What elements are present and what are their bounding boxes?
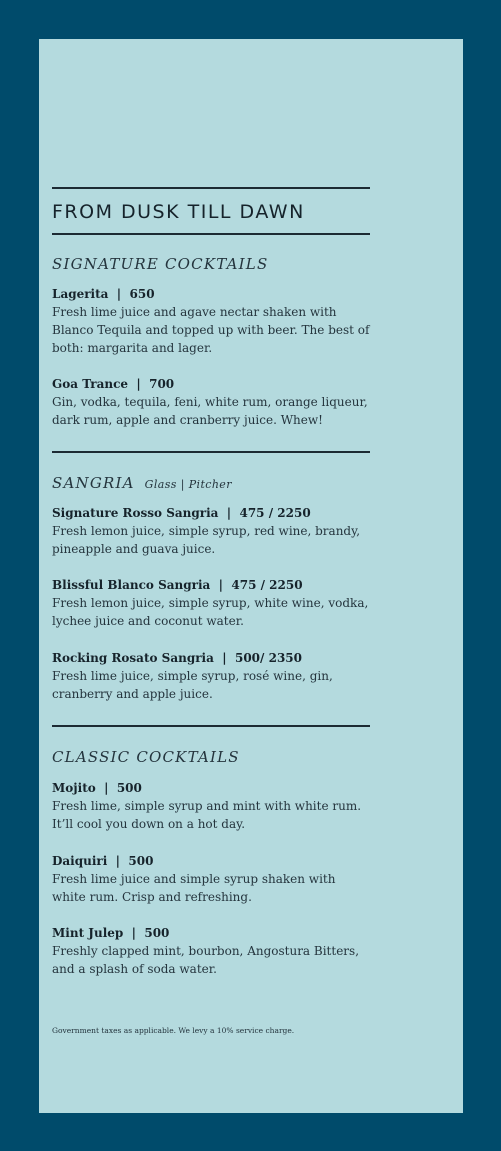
menu-item [52,779,370,833]
item-name: Goa Trance [52,377,129,391]
section-heading-signature [52,255,268,273]
item-price: 500 [116,781,142,795]
item-price: 475 / 2250 [231,578,303,592]
section-heading-text: SANGRIA [52,474,135,492]
menu-item [52,576,370,630]
menu-title: FROM DUSK TILL DAWN [52,201,305,223]
section-divider [52,451,370,453]
menu-item [52,285,370,357]
item-description: Fresh lime juice and agave nectar shaken with Blanco Tequila and topped up with beer. The best of both: margarita and lager. [52,305,370,355]
item-description: Gin, vodka, tequila, feni, white rum, orange liqueur, dark rum, apple and cranberry juice. Whew! [52,395,368,427]
item-name-line: Daiquiri | 500 [52,854,154,868]
item-name-line: Mojito | 500 [52,781,142,795]
title-top-rule [52,187,370,189]
menu-item [52,504,370,558]
section-heading-text: CLASSIC COCKTAILS [52,748,240,766]
menu-item [52,375,370,429]
item-price: 500 [128,854,154,868]
item-price: 700 [149,377,175,391]
item-description: Fresh lemon juice, simple syrup, red wine, brandy, pineapple and guava juice. [52,524,361,556]
section-divider [52,725,370,727]
footer-note: Government taxes as applicable. We levy a 10% service charge. [52,1026,295,1035]
item-description: Freshly clapped mint, bourbon, Angostura Bitters, and a splash of soda water. [52,944,360,976]
item-name-line: Rocking Rosato Sangria | 500/ 2350 [52,651,302,665]
section-subheading: Glass | Pitcher [144,478,232,491]
item-name: Lagerita [52,287,109,301]
menu-item [52,924,370,978]
item-name-line: Goa Trance | 700 [52,377,175,391]
title-bottom-rule [52,233,370,235]
item-price: 475 / 2250 [239,506,311,520]
item-description: Fresh lime, simple syrup and mint with white rum. It’ll cool you down on a hot day. [52,799,362,831]
item-name: Signature Rosso Sangria [52,506,219,520]
section-heading-text: SIGNATURE COCKTAILS [52,255,269,273]
item-description: Fresh lime juice and simple syrup shaken with white rum. Crisp and refreshing. [52,872,336,904]
menu-item [52,852,370,906]
item-price: 500/ 2350 [234,651,302,665]
item-price: 650 [129,287,155,301]
item-name-line: Mint Julep | 500 [52,926,170,940]
item-name-line: Lagerita | 650 [52,287,155,301]
item-name: Rocking Rosato Sangria [52,651,214,665]
item-name: Blissful Blanco Sangria [52,578,211,592]
section-heading-sangria [52,474,232,492]
item-price: 500 [144,926,170,940]
item-name: Mojito [52,781,96,795]
item-description: Fresh lime juice, simple syrup, rosé wine, gin, cranberry and apple juice. [52,669,333,701]
item-name: Mint Julep [52,926,124,940]
item-description: Fresh lemon juice, simple syrup, white wine, vodka, lychee juice and coconut water. [52,596,369,628]
item-name: Daiquiri [52,854,108,868]
section-heading-classic [52,748,240,766]
menu-item [52,649,370,703]
item-name-line: Signature Rosso Sangria | 475 / 2250 [52,506,311,520]
item-name-line: Blissful Blanco Sangria | 475 / 2250 [52,578,303,592]
